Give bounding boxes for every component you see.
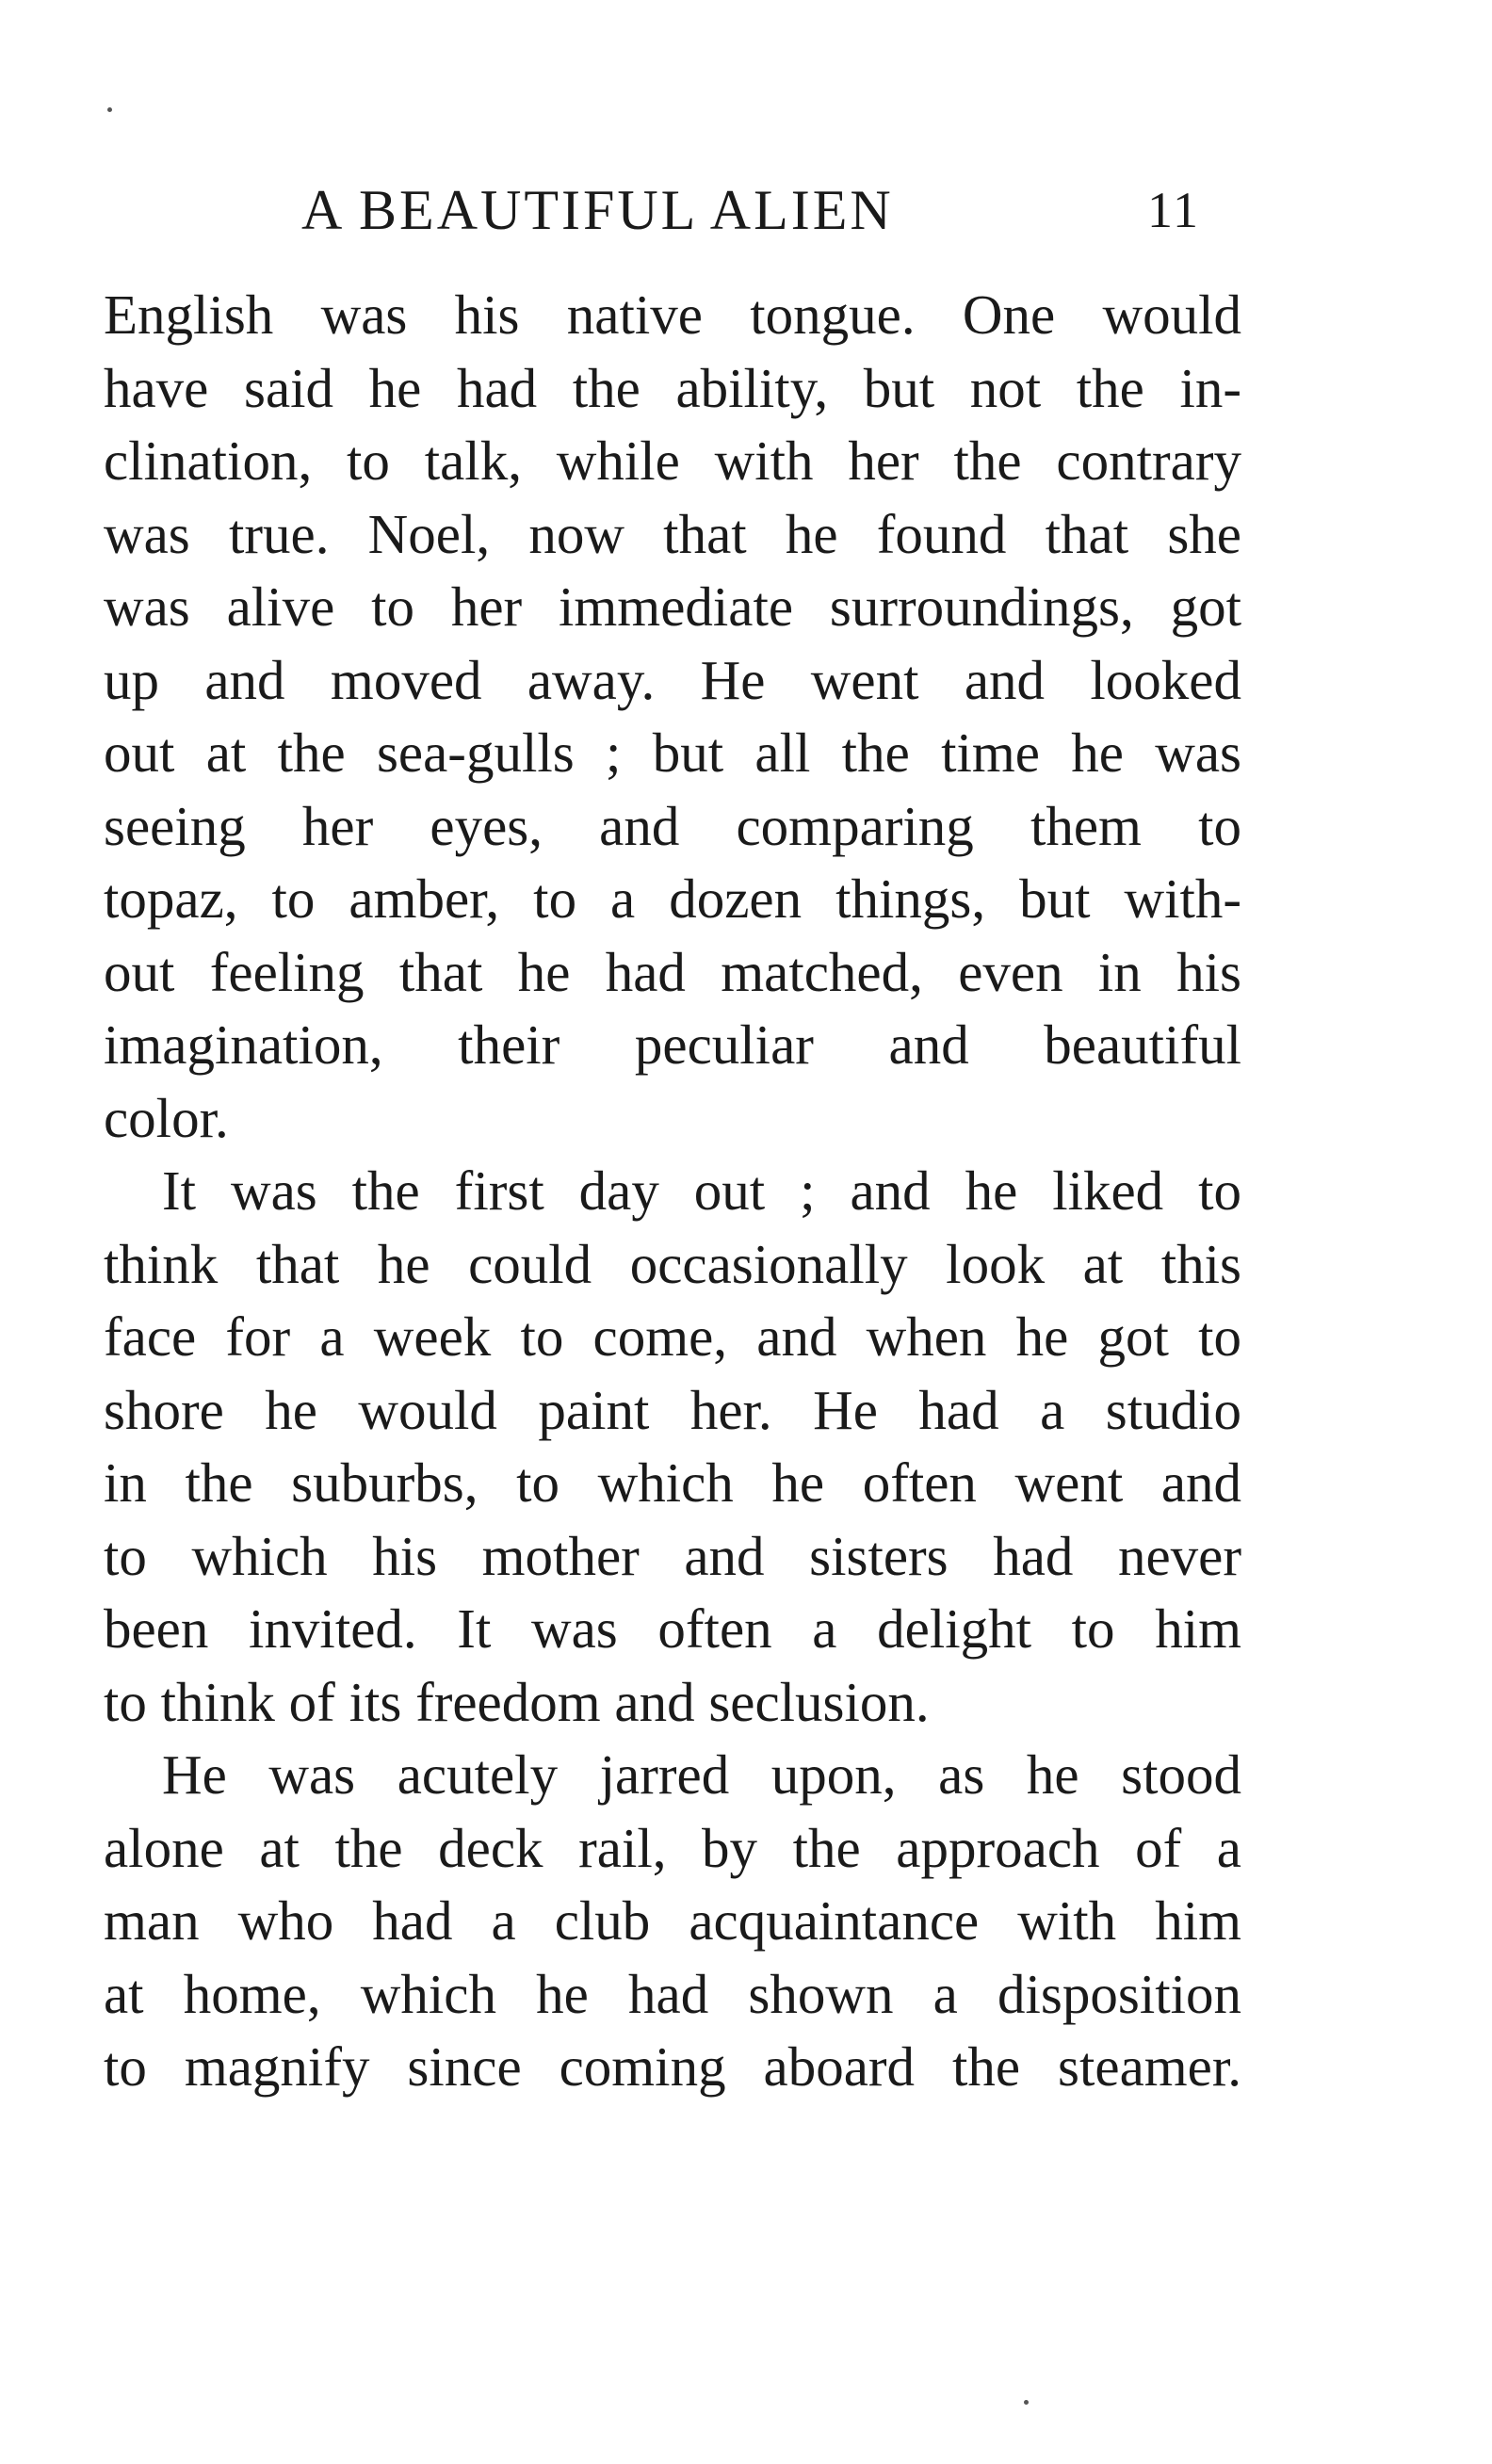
text-line: face for a week to come, and when he got to	[104, 1305, 1241, 1368]
text-line: English was his native tongue. One would	[104, 284, 1241, 346]
ink-speck	[107, 107, 112, 112]
text-line: up and moved away. He went and looked	[104, 648, 1241, 711]
text-line: to think of its freedom and seclusion.	[104, 1670, 930, 1733]
text-line: imagination, their peculiar and beautiful	[104, 1013, 1241, 1076]
paragraph	[104, 279, 1241, 1155]
text-line: It was the first day out ; and he liked to	[162, 1159, 1241, 1222]
text-line: to which his mother and sisters had never	[104, 1524, 1241, 1587]
text-line: think that he could occasionally look at this	[104, 1232, 1241, 1295]
text-line: He was acutely jarred upon, as he stood	[162, 1743, 1241, 1806]
text-line: to magnify since coming aboard the steamer.	[104, 2035, 1241, 2098]
running-title: A BEAUTIFUL ALIEN	[301, 179, 894, 241]
text-line: was alive to her immediate surroundings, got	[104, 575, 1241, 638]
text-line: color.	[104, 1086, 229, 1149]
text-line: seeing her eyes, and comparing them to	[104, 794, 1241, 857]
text-line: out feeling that he had matched, even in his	[104, 940, 1241, 1003]
text-line: been invited. It was often a delight to him	[104, 1597, 1241, 1660]
text-line: in the suburbs, to which he often went and	[104, 1451, 1241, 1514]
text-line: have said he had the ability, but not the in-	[104, 356, 1241, 419]
text-line: was true. Noel, now that he found that she	[104, 502, 1241, 565]
running-header	[104, 168, 1234, 252]
text-line: topaz, to amber, to a dozen things, but with-	[104, 867, 1241, 930]
text-line: shore he would paint her. He had a studio	[104, 1378, 1241, 1441]
paragraph	[104, 1739, 1241, 2104]
text-line: out at the sea-gulls ; but all the time he was	[104, 721, 1241, 784]
ink-speck	[1024, 2400, 1029, 2405]
text-line: at home, which he had shown a disposition	[104, 1962, 1241, 2025]
text-line: alone at the deck rail, by the approach of a	[104, 1816, 1241, 1879]
text-line: man who had a club acquaintance with him	[104, 1889, 1241, 1952]
page-number: 11	[1147, 182, 1200, 238]
body-text	[104, 279, 1241, 2104]
text-line: clination, to talk, while with her the contrary	[104, 430, 1241, 492]
paragraph	[104, 1155, 1241, 1739]
